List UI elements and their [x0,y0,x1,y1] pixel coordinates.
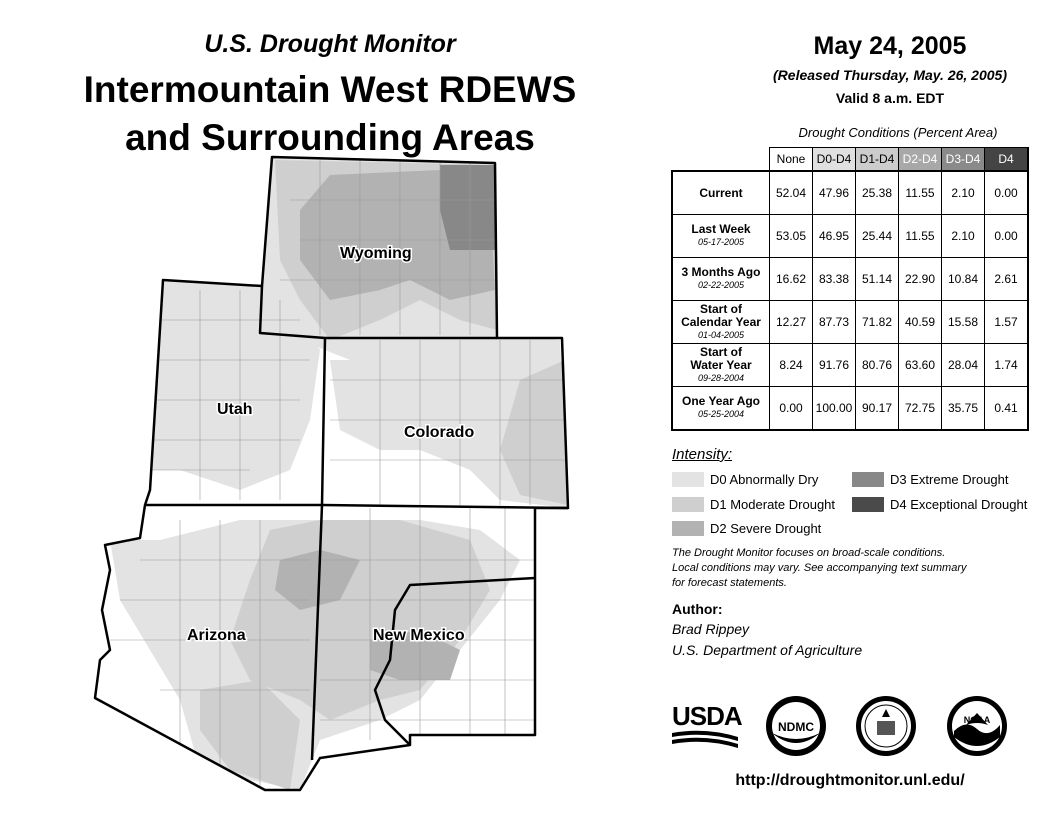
table-cell: 83.38 [813,258,856,301]
table-cell: 72.75 [899,387,942,431]
legend-item-d0 [672,472,818,487]
legend-item-d4 [852,497,1027,512]
table-cell: 25.38 [856,171,899,215]
source-url[interactable]: http://droughtmonitor.unl.edu/ [735,772,965,789]
table-cell: 2.10 [942,215,985,258]
table-cell: 91.76 [813,344,856,387]
legend-item-d3 [852,472,1009,487]
disclaimer-note: The Drought Monitor focuses on broad-scale conditions. Local conditions may vary. See accompanying text summary for forecast statements. [672,547,967,589]
table-cell: 87.73 [813,301,856,344]
table-caption: Drought Conditions (Percent Area) [798,125,998,140]
table-cell: 47.96 [813,171,856,215]
legend-label: D4 Exceptional Drought [890,497,1028,512]
map-date: May 24, 2005 [813,32,967,60]
table-row [672,171,1028,215]
table-cell: 0.00 [985,171,1029,215]
legend-item-d1 [672,497,835,512]
state-label-colorado: Colorado [404,424,475,441]
table-row [672,387,1028,431]
table-cell: 53.05 [770,215,813,258]
table-cell: 2.61 [985,258,1029,301]
drought-map [0,150,660,810]
row-label: Current [672,171,770,215]
table-cell: 10.84 [942,258,985,301]
table-cell: 15.58 [942,301,985,344]
table-cell: 28.04 [942,344,985,387]
legend-label: D1 Moderate Drought [710,497,836,512]
row-date: 02-22-2005 [697,280,745,290]
table-cell: 40.59 [899,301,942,344]
legend-swatch [852,497,884,512]
author-org: U.S. Department of Agriculture [672,642,863,658]
table-cell: 46.95 [813,215,856,258]
table-cell: 11.55 [899,215,942,258]
legend-item-d2 [672,521,821,536]
svg-text:NOAA: NOAA [963,715,991,725]
legend-label: D3 Extreme Drought [890,472,1009,487]
drought-conditions-table [671,147,1029,431]
table-row [672,215,1028,258]
usda-hill-icon [672,729,738,751]
table-cell: 52.04 [770,171,813,215]
legend-swatch [672,472,704,487]
state-label-arizona: Arizona [187,627,246,644]
table-cell: 1.74 [985,344,1029,387]
table-cell: 63.60 [899,344,942,387]
row-label: Start of Water Year 09-28-2004 [672,344,770,387]
table-cell: 80.76 [856,344,899,387]
table-cell: 11.55 [899,171,942,215]
commerce-seal-icon [855,695,917,757]
table-cell: 25.44 [856,215,899,258]
d3-areas [440,165,495,250]
map-title-line1: Intermountain West RDEWS [83,69,577,110]
legend-label: D0 Abnormally Dry [710,472,819,487]
svg-text:NDMC: NDMC [778,720,814,734]
state-label-utah: Utah [217,401,253,418]
col-header: None [770,148,813,172]
legend-label: D2 Severe Drought [710,521,822,536]
author-heading: Author: [672,601,723,617]
table-cell: 0.41 [985,387,1029,431]
col-header: D0-D4 [813,148,856,172]
row-label: Start of Calendar Year 01-04-2005 [672,301,770,344]
row-label: 3 Months Ago 02-22-2005 [672,258,770,301]
legend-swatch [852,472,884,487]
table-cell: 12.27 [770,301,813,344]
table-cell: 100.00 [813,387,856,431]
table-cell: 90.17 [856,387,899,431]
release-date: (Released Thursday, May. 26, 2005) [773,67,1007,83]
row-date: 09-28-2004 [697,372,745,383]
table-cell: 0.00 [770,387,813,431]
col-header: D3-D4 [942,148,985,172]
table-row [672,258,1028,301]
table-cell: 2.10 [942,171,985,215]
noaa-logo [946,695,1008,757]
legend-title: Intensity: [672,446,733,463]
state-label-wyoming: Wyoming [340,245,412,262]
map-title-line2: and Surrounding Areas [125,117,535,158]
table-cell: 51.14 [856,258,899,301]
row-date: 01-04-2005 [697,329,745,340]
table-cell: 71.82 [856,301,899,344]
col-header: D1-D4 [856,148,899,172]
table-row [672,301,1028,344]
row-date: 05-25-2004 [697,409,745,419]
col-header: D2-D4 [899,148,942,172]
usda-logo: USDA [672,703,738,753]
map-subtitle: U.S. Drought Monitor [204,30,456,58]
table-cell: 16.62 [770,258,813,301]
table-cell: 0.00 [985,215,1029,258]
table-cell: 8.24 [770,344,813,387]
row-label: One Year Ago 05-25-2004 [672,387,770,431]
row-date: 05-17-2005 [697,237,745,247]
table-cell: 1.57 [985,301,1029,344]
author-name: Brad Rippey [672,621,750,637]
table-header-row [672,148,1028,172]
col-header: D4 [985,148,1029,172]
table-cell: 22.90 [899,258,942,301]
table-cell: 35.75 [942,387,985,431]
legend-swatch [672,521,704,536]
legend-swatch [672,497,704,512]
valid-time: Valid 8 a.m. EDT [835,90,945,106]
table-row [672,344,1028,387]
state-label-new-mexico: New Mexico [373,627,465,644]
row-label: Last Week 05-17-2005 [672,215,770,258]
ndmc-logo [765,695,827,757]
